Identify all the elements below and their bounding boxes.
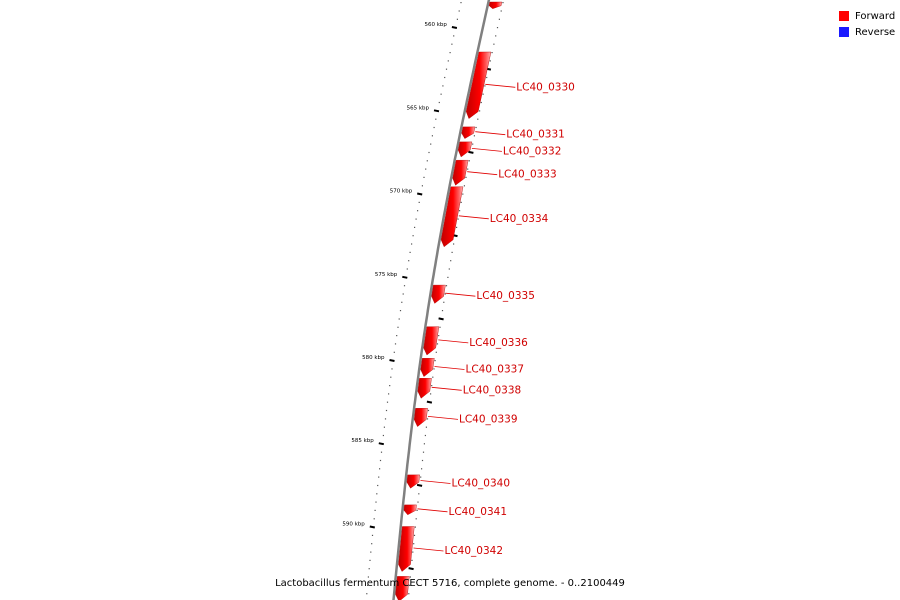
minor-tick-right bbox=[439, 327, 440, 328]
gene-leader-line bbox=[472, 148, 502, 151]
minor-tick-right bbox=[474, 135, 475, 136]
minor-tick-left bbox=[457, 19, 458, 20]
gene-leader-line bbox=[414, 548, 444, 551]
minor-tick-left bbox=[390, 377, 391, 378]
minor-tick-left bbox=[380, 460, 381, 461]
minor-tick-left bbox=[413, 235, 414, 236]
minor-tick-left bbox=[369, 560, 370, 561]
minor-tick-right bbox=[453, 243, 454, 244]
minor-tick-right bbox=[426, 427, 427, 428]
minor-tick-left bbox=[450, 52, 451, 53]
minor-tick-left bbox=[442, 85, 443, 86]
minor-tick-left bbox=[423, 177, 424, 178]
minor-tick-right bbox=[499, 19, 500, 20]
gene-LC40_0338[interactable] bbox=[418, 378, 521, 398]
gene-label: LC40_0337 bbox=[465, 363, 525, 376]
gene-LC40_0341[interactable] bbox=[404, 505, 507, 518]
minor-tick-right bbox=[449, 268, 450, 269]
gene-label: LC40_0330 bbox=[516, 81, 575, 94]
minor-tick-left bbox=[428, 152, 429, 153]
minor-tick-left bbox=[435, 119, 436, 120]
minor-tick-right bbox=[437, 343, 438, 344]
gene-arrow[interactable] bbox=[432, 285, 446, 303]
minor-tick-right bbox=[477, 119, 478, 120]
minor-tick-left bbox=[411, 243, 412, 244]
genome-caption: Lactobacillus fermentum CECT 5716, complete genome. - 0..2100449 bbox=[275, 578, 625, 589]
minor-tick-right bbox=[476, 127, 477, 128]
minor-tick-left bbox=[453, 35, 454, 36]
minor-tick-left bbox=[366, 593, 367, 594]
minor-tick-right bbox=[427, 418, 428, 419]
minor-tick-right bbox=[452, 252, 453, 253]
minor-tick-left bbox=[403, 293, 404, 294]
gene-leader-line bbox=[485, 84, 515, 87]
gene-arrow[interactable] bbox=[418, 378, 432, 398]
minor-tick-right bbox=[416, 518, 417, 519]
tick-label: 585 kbp bbox=[351, 438, 374, 445]
minor-tick-right bbox=[495, 35, 496, 36]
gene-leader-line bbox=[435, 367, 465, 370]
minor-tick-right bbox=[467, 169, 468, 170]
major-tick bbox=[379, 443, 384, 444]
minor-tick-left bbox=[434, 127, 435, 128]
minor-tick-right bbox=[423, 452, 424, 453]
gene-arrow[interactable] bbox=[458, 142, 472, 157]
minor-tick-left bbox=[391, 368, 392, 369]
minor-tick-left bbox=[417, 210, 418, 211]
minor-tick-right bbox=[450, 260, 451, 261]
minor-tick-left bbox=[379, 468, 380, 469]
minor-tick-left bbox=[408, 260, 409, 261]
minor-tick-left bbox=[375, 510, 376, 511]
gene-label: LC40_0335 bbox=[476, 290, 535, 303]
gene-label: LC40_0341 bbox=[448, 505, 508, 518]
gene-label: LC40_0338 bbox=[462, 384, 522, 397]
legend-reverse-label: Reverse bbox=[855, 26, 896, 38]
gene-partial[interactable] bbox=[489, 2, 502, 9]
minor-tick-left bbox=[419, 202, 420, 203]
gene-leader-line bbox=[459, 216, 489, 219]
minor-tick-left bbox=[374, 518, 375, 519]
minor-tick-left bbox=[441, 94, 442, 95]
gene-label: LC40_0331 bbox=[506, 128, 565, 141]
gene-label: LC40_0340 bbox=[451, 477, 511, 490]
minor-tick-left bbox=[370, 552, 371, 553]
minor-tick-left bbox=[383, 435, 384, 436]
minor-tick-right bbox=[443, 302, 444, 303]
minor-tick-right bbox=[458, 219, 459, 220]
minor-tick-right bbox=[414, 535, 415, 536]
minor-tick-left bbox=[400, 310, 401, 311]
minor-tick-right bbox=[418, 493, 419, 494]
minor-tick-left bbox=[422, 185, 423, 186]
minor-tick-left bbox=[396, 335, 397, 336]
gene-label: LC40_0339 bbox=[459, 413, 518, 426]
minor-tick-left bbox=[432, 135, 433, 136]
minor-tick-left bbox=[444, 77, 445, 78]
minor-tick-left bbox=[376, 493, 377, 494]
right-tick bbox=[409, 568, 414, 569]
minor-tick-right bbox=[412, 552, 413, 553]
gene-LC40_0330[interactable] bbox=[466, 52, 575, 119]
minor-tick-left bbox=[397, 327, 398, 328]
gene-label: LC40_0342 bbox=[444, 545, 504, 557]
minor-tick-left bbox=[460, 2, 461, 3]
minor-tick-right bbox=[436, 352, 437, 353]
gene-leader-line bbox=[421, 481, 451, 484]
minor-tick-right bbox=[408, 593, 409, 594]
minor-tick-left bbox=[369, 568, 370, 569]
minor-tick-right bbox=[425, 435, 426, 436]
minor-tick-right bbox=[428, 410, 429, 411]
gene-label: LC40_0332 bbox=[502, 145, 562, 158]
minor-tick-right bbox=[502, 2, 503, 3]
gene-leader-line bbox=[475, 132, 505, 135]
minor-tick-left bbox=[371, 543, 372, 544]
right-tick bbox=[439, 318, 444, 319]
right-tick bbox=[417, 485, 422, 486]
minor-tick-right bbox=[424, 443, 425, 444]
minor-tick-right bbox=[483, 94, 484, 95]
minor-tick-left bbox=[388, 393, 389, 394]
minor-tick-right bbox=[442, 310, 443, 311]
gene-LC40_0337[interactable] bbox=[421, 358, 524, 376]
minor-tick-right bbox=[420, 477, 421, 478]
gene-leader-line bbox=[428, 416, 458, 419]
minor-tick-right bbox=[421, 468, 422, 469]
minor-tick-left bbox=[410, 252, 411, 253]
gene-leader-line bbox=[445, 293, 475, 296]
gene-arrow[interactable] bbox=[489, 2, 502, 9]
gene-label: LC40_0336 bbox=[469, 336, 528, 349]
minor-tick-right bbox=[456, 227, 457, 228]
minor-tick-right bbox=[417, 510, 418, 511]
right-tick bbox=[427, 402, 432, 403]
major-tick bbox=[434, 110, 439, 111]
minor-tick-left bbox=[399, 318, 400, 319]
minor-tick-right bbox=[486, 77, 487, 78]
gene-LC40_0333[interactable] bbox=[453, 160, 557, 185]
minor-tick-right bbox=[430, 393, 431, 394]
gene-LC40_0339[interactable] bbox=[414, 408, 517, 426]
tick-label: 565 kbp bbox=[406, 105, 429, 112]
minor-tick-left bbox=[386, 410, 387, 411]
gene-leader-line bbox=[432, 387, 462, 390]
minor-tick-right bbox=[447, 277, 448, 278]
reverse-swatch bbox=[839, 27, 849, 37]
major-tick bbox=[370, 527, 375, 528]
gene-label: LC40_0334 bbox=[489, 212, 549, 225]
gene-arrow[interactable] bbox=[462, 127, 475, 139]
minor-tick-left bbox=[401, 302, 402, 303]
minor-tick-left bbox=[385, 418, 386, 419]
minor-tick-right bbox=[433, 368, 434, 369]
gene-arrow[interactable] bbox=[414, 408, 427, 426]
gene-arrow[interactable] bbox=[404, 505, 417, 515]
major-tick bbox=[402, 277, 407, 278]
minor-tick-right bbox=[464, 185, 465, 186]
minor-tick-left bbox=[404, 285, 405, 286]
gene-LC40_0334[interactable] bbox=[441, 187, 549, 247]
minor-tick-left bbox=[372, 535, 373, 536]
minor-tick-left bbox=[425, 169, 426, 170]
major-tick bbox=[417, 194, 422, 195]
tick-label: 560 kbp bbox=[424, 22, 447, 28]
minor-tick-left bbox=[446, 69, 447, 70]
minor-tick-left bbox=[384, 427, 385, 428]
minor-tick-left bbox=[439, 102, 440, 103]
gene-leader-line bbox=[438, 340, 468, 343]
minor-tick-left bbox=[414, 227, 415, 228]
minor-tick-left bbox=[427, 160, 428, 161]
minor-tick-right bbox=[462, 194, 463, 195]
minor-tick-left bbox=[416, 219, 417, 220]
gene-LC40_0336[interactable] bbox=[424, 327, 528, 355]
minor-tick-right bbox=[490, 60, 491, 61]
minor-tick-left bbox=[394, 352, 395, 353]
gene-LC40_0342[interactable] bbox=[399, 527, 504, 572]
major-tick bbox=[452, 27, 457, 28]
forward-swatch bbox=[839, 11, 849, 21]
minor-tick-left bbox=[451, 44, 452, 45]
minor-tick-right bbox=[465, 177, 466, 178]
tick-label: 580 kbp bbox=[362, 355, 385, 361]
minor-tick-left bbox=[381, 452, 382, 453]
major-tick bbox=[390, 360, 395, 361]
minor-tick-right bbox=[481, 102, 482, 103]
gene-LC40_0331[interactable] bbox=[462, 127, 565, 141]
gene-LC40_0340[interactable] bbox=[407, 475, 510, 490]
minor-tick-left bbox=[395, 343, 396, 344]
minor-tick-right bbox=[501, 10, 502, 11]
minor-tick-right bbox=[413, 543, 414, 544]
minor-tick-right bbox=[438, 335, 439, 336]
minor-tick-right bbox=[411, 560, 412, 561]
tick-label: 590 kbp bbox=[342, 521, 365, 528]
gene-features bbox=[396, 2, 575, 600]
tick-label: 575 kbp bbox=[374, 271, 398, 278]
tick-label: 570 kbp bbox=[389, 188, 413, 195]
minor-tick-left bbox=[387, 402, 388, 403]
minor-tick-left bbox=[407, 268, 408, 269]
legend bbox=[839, 9, 895, 41]
gene-LC40_0335[interactable] bbox=[432, 285, 535, 303]
legend-forward bbox=[839, 9, 895, 23]
minor-tick-right bbox=[417, 502, 418, 503]
minor-tick-right bbox=[492, 52, 493, 53]
minor-tick-right bbox=[431, 385, 432, 386]
minor-tick-left bbox=[378, 477, 379, 478]
minor-tick-left bbox=[377, 485, 378, 486]
legend-reverse bbox=[839, 25, 895, 39]
minor-tick-right bbox=[484, 85, 485, 86]
minor-tick-right bbox=[493, 44, 494, 45]
gene-leader-line bbox=[418, 509, 448, 512]
minor-tick-left bbox=[448, 60, 449, 61]
gene-leader-line bbox=[467, 172, 497, 175]
minor-tick-left bbox=[375, 502, 376, 503]
legend-forward-label: Forward bbox=[855, 10, 896, 22]
gene-arrow[interactable] bbox=[407, 475, 420, 488]
minor-tick-left bbox=[430, 144, 431, 145]
minor-tick-right bbox=[469, 160, 470, 161]
minor-tick-right bbox=[497, 27, 498, 28]
minor-tick-right bbox=[422, 460, 423, 461]
minor-tick-right bbox=[479, 110, 480, 111]
gene-arrow[interactable] bbox=[421, 358, 435, 376]
gene-label: LC40_0333 bbox=[498, 168, 557, 181]
minor-tick-left bbox=[389, 385, 390, 386]
minor-tick-right bbox=[432, 377, 433, 378]
minor-tick-right bbox=[459, 210, 460, 211]
gene-LC40_0332[interactable] bbox=[458, 142, 561, 158]
minor-tick-right bbox=[435, 360, 436, 361]
minor-tick-right bbox=[472, 144, 473, 145]
minor-tick-right bbox=[461, 202, 462, 203]
right-tick bbox=[468, 152, 473, 153]
minor-tick-left bbox=[459, 10, 460, 11]
minor-tick-right bbox=[446, 285, 447, 286]
minor-tick-right bbox=[415, 527, 416, 528]
